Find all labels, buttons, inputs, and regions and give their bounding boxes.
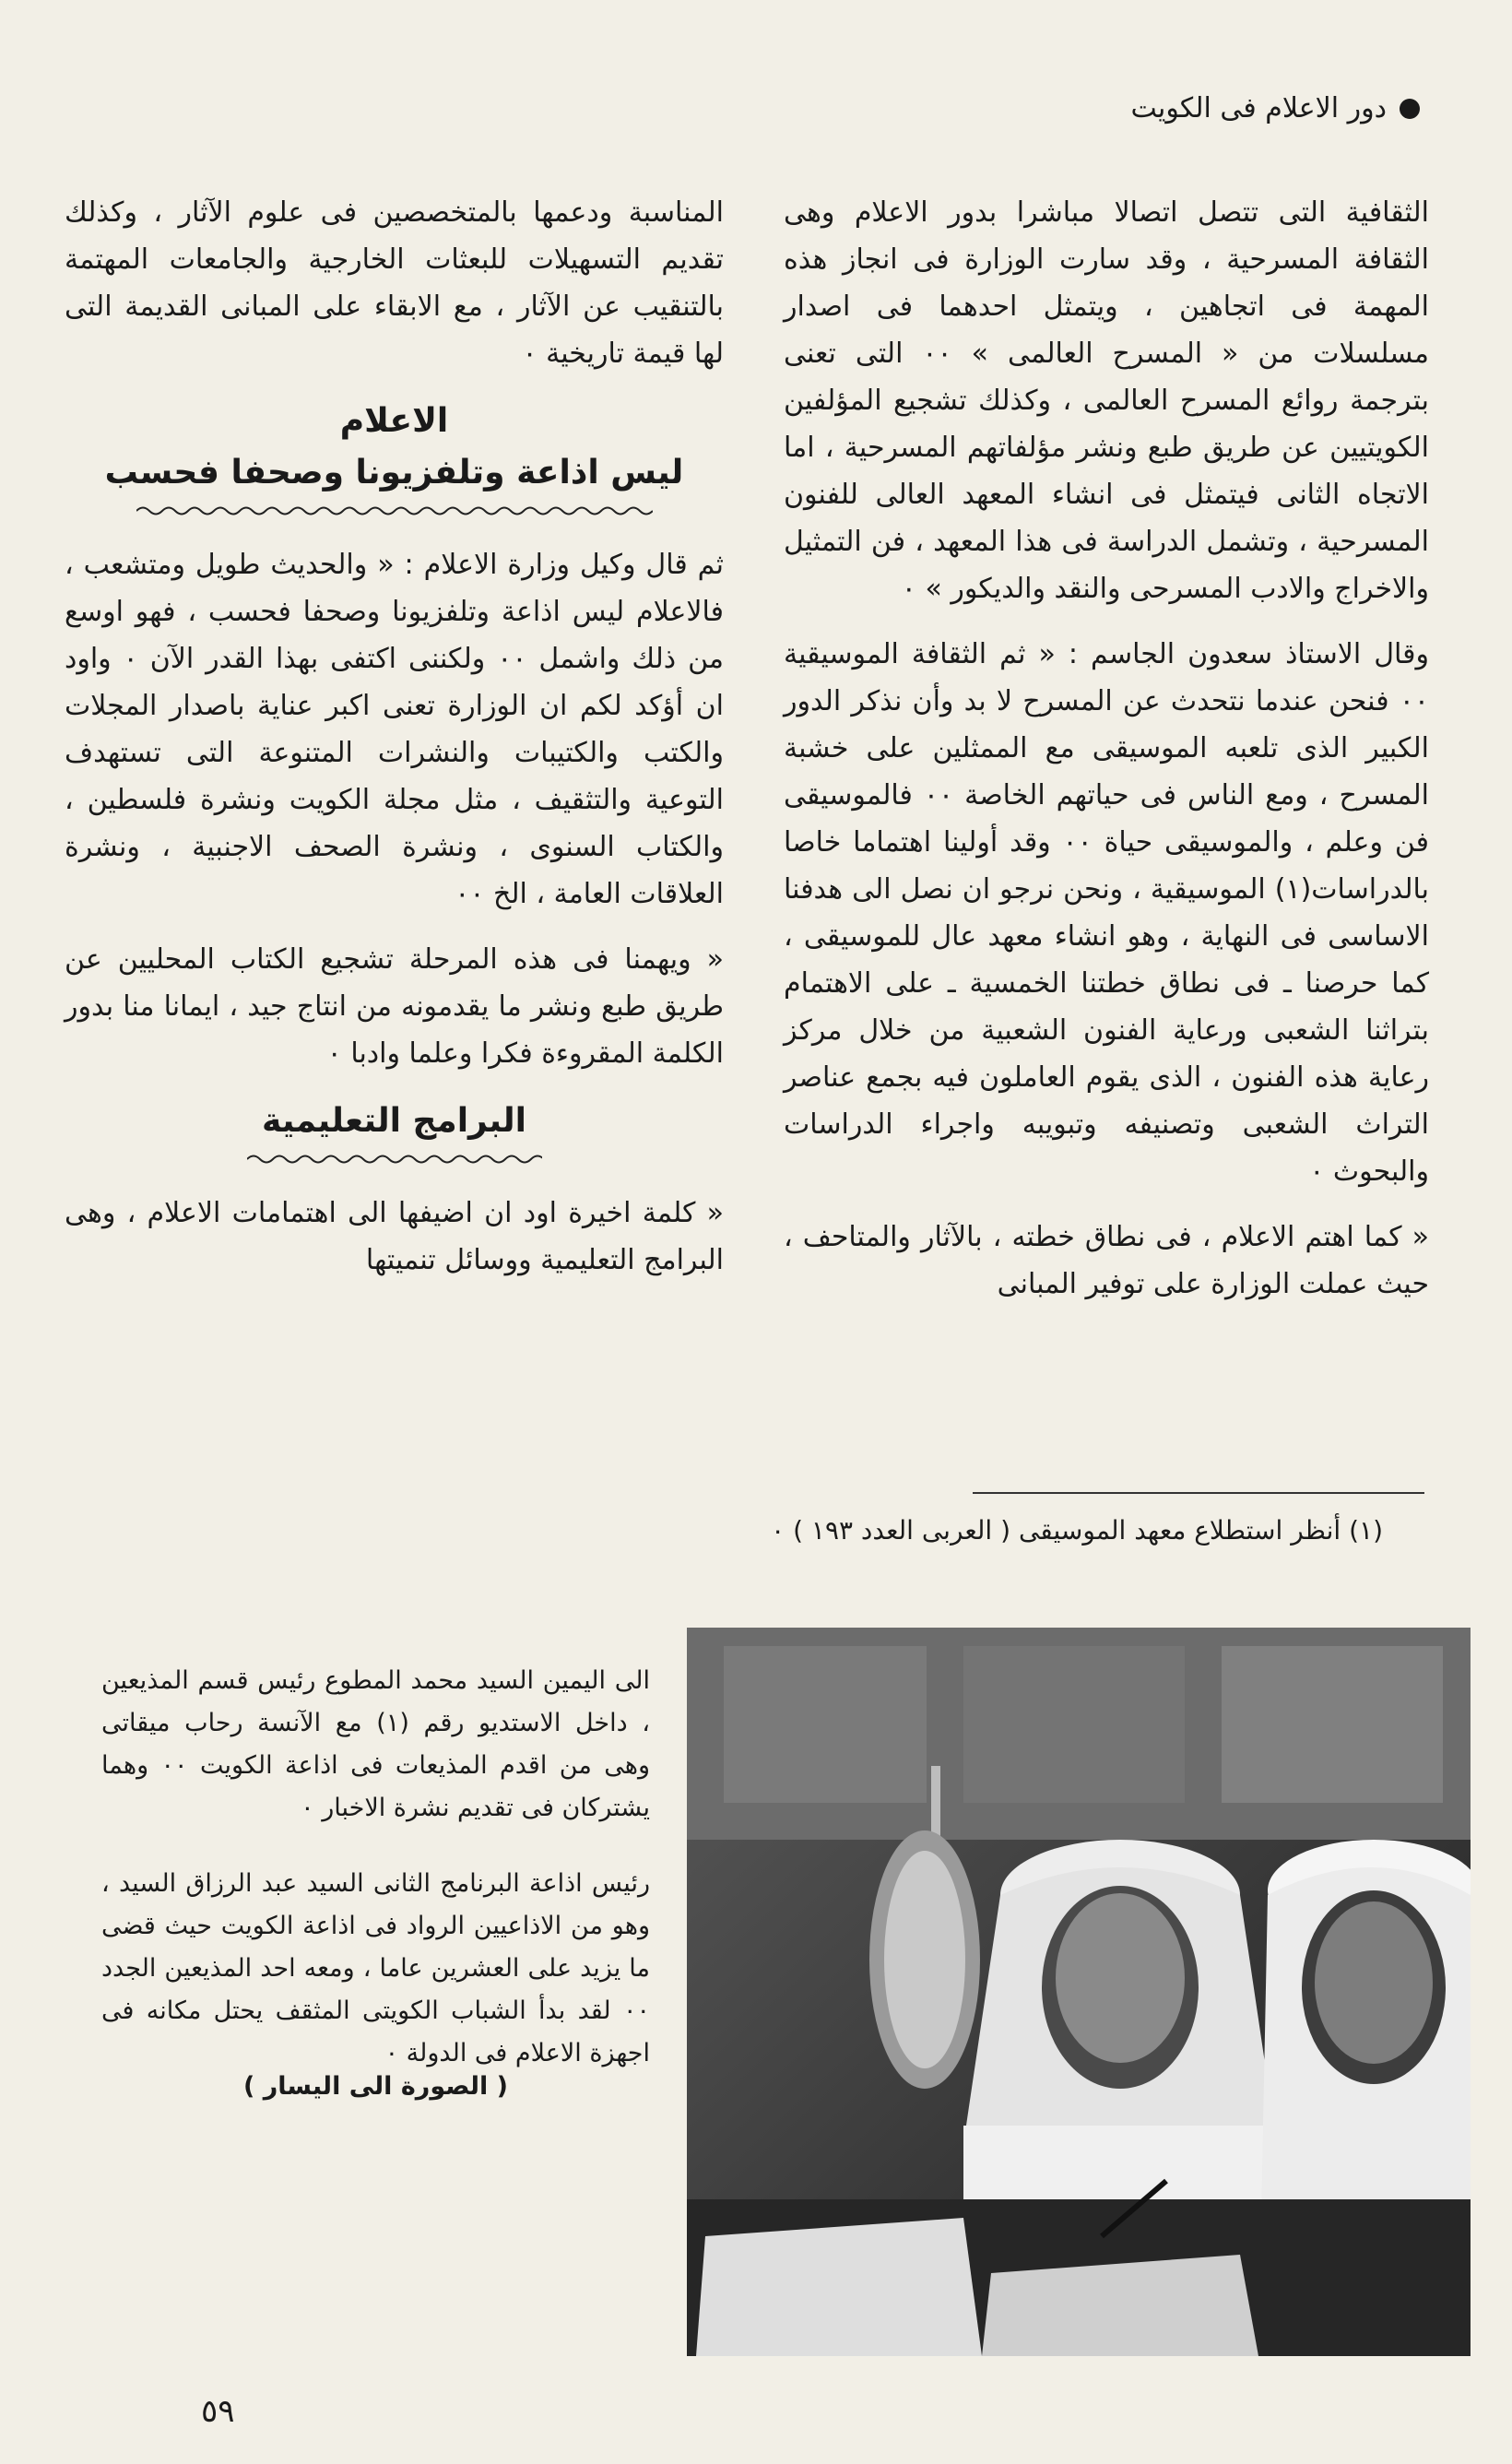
- left-column: [65, 189, 724, 1302]
- running-header: [1131, 92, 1420, 124]
- body-paragraph: « ويهمنا فى هذه المرحلة تشجيع الكتاب المحليين عن طريق طبع ونشر ما يقدمونه من انتاج جيد ، ايمانا منا بدور الكلمة المقروءة فكرا وعلما وادبا ٠: [65, 943, 724, 1070]
- section-heading: [65, 396, 724, 499]
- section-heading-line: الاعلام: [339, 402, 449, 440]
- photo-caption: [101, 1863, 650, 2108]
- section-heading: البرامج التعليمية: [262, 1102, 526, 1140]
- studio-photo: [687, 1628, 1471, 2356]
- section-heading-line: ليس اذاعة وتلفزيونا وصحفا فحسب: [104, 454, 684, 492]
- body-paragraph: « كما اهتم الاعلام ، فى نطاق خطته ، بالآثار والمتاحف ، حيث عملت الوزارة على توفير المبانى: [784, 1221, 1429, 1300]
- wavy-divider: [136, 504, 653, 517]
- body-paragraph: الثقافية التى تتصل اتصالا مباشرا بدور الاعلام وهى الثقافة المسرحية ، وقد سارت الوزارة فى انجاز هذه المهمة فى اتجاهين ، ويتمثل احدهما فى اصدار مسلسلات من « المسرح العالمى » ٠٠ التى تعنى بترجمة روائع المسرح العالمى ، وكذلك تشجيع المؤلفين الكويتيين عن طريق طبع ونشر مؤلفاتهم المسرحية ، اما الاتجاه الثانى فيتمثل فى انشاء المعهد العالى للفنون المسرحية ، وتشمل الدراسة فى هذا المعهد ، فن التمثيل والاخراج والادب المسرحى والنقد والديكور » ٠: [784, 196, 1429, 605]
- footnote-rule: [973, 1492, 1424, 1494]
- photo-captions: [101, 1660, 650, 2141]
- running-header-title: دور الاعلام فى الكويت: [1130, 92, 1387, 124]
- photo-caption-text: رئيس اذاعة البرنامج الثانى السيد عبد الرزاق السيد ، وهو من الاذاعيين الرواد فى اذاعة الكويت حيث قضى ما يزيد على العشرين عاما ، ومعه احد المذيعين الجدد ٠٠ لقد بدأ الشباب الكويتى المثقف يحتل مكانه فى اجهزة الاعلام فى الدولة ٠: [101, 1869, 650, 2067]
- photo-caption-note: ( الصورة الى اليسار ): [243, 2072, 508, 2101]
- body-paragraph: وقال الاستاذ سعدون الجاسم : « ثم الثقافة الموسيقية ٠٠ فنحن عندما نتحدث عن المسرح لا بد وأن نذكر الدور الكبير الذى تلعبه الموسيقى مع الممثلين على خشبة المسرح ، ومع الناس فى حياتهم الخاصة ٠٠ فالموسيقى فن وعلم ، والموسيقى حياة ٠٠ وقد أولينا اهتماما خاصا بالدراسات(١) الموسيقية ، ونحن نرجو ان نصل الى هدفنا الاساسى فى النهاية ، وهو انشاء معهد عال للموسيقى ، كما حرصنا ـ فى نطاق خطتنا الخمسية ـ على الاهتمام بتراثنا الشعبى ورعاية الفنون الشعبية من خلال مركز رعاية هذه الفنون ، الذى يقوم العاملون فيه بجمع عناصر التراث الشعبى وتصنيفه وتبويبه واجراء الدراسات والبحوث ٠: [784, 638, 1429, 1188]
- wavy-divider: [247, 1153, 542, 1166]
- footnote: (١) أنظر استطلاع معهد الموسيقى ( العربى العدد ١٩٣ ) ٠: [771, 1515, 1383, 1546]
- right-column: [784, 189, 1429, 1326]
- body-paragraph: ثم قال وكيل وزارة الاعلام : « والحديث طويل ومتشعب ، فالاعلام ليس اذاعة وتلفزيونا وصحفا فحسب ، فهو اوسع من ذلك واشمل ٠٠ ولكننى اكتفى بهذا القدر الآن ٠ واود ان أؤكد لكم ان الوزارة تعنى اكبر عناية باصدار المجلات والكتب والكتيبات والنشرات المتنوعة التى تستهدف التوعية والتثقيف ، مثل مجلة الكويت ونشرة فلسطين ، والكتاب السنوى ، ونشرة الصحف الاجنبية ، ونشرة العلاقات العامة ، الخ ٠٠: [65, 549, 724, 910]
- body-paragraph: المناسبة ودعمها بالمتخصصين فى علوم الآثار ، وكذلك تقديم التسهيلات للبعثات الخارجية والجامعات المهتمة بالتنقيب عن الآثار ، مع الابقاء على المبانى القديمة التى لها قيمة تاريخية ٠: [65, 196, 724, 370]
- bullet-icon: [1400, 99, 1420, 119]
- page-number: ٥٩: [201, 2393, 235, 2430]
- photo-caption: الى اليمين السيد محمد المطوع رئيس قسم المذيعين ، داخل الاستديو رقم (١) مع الآنسة رحاب ميقاتى وهى من اقدم المذيعات فى اذاعة الكويت ٠٠ وهما يشتركان فى تقديم نشرة الاخبار ٠: [101, 1666, 651, 1822]
- studio-photo-illustration: [687, 1628, 1471, 2356]
- body-paragraph: « كلمة اخيرة اود ان اضيفها الى اهتمامات الاعلام ، وهى البرامج التعليمية ووسائل تنميتها: [65, 1197, 724, 1276]
